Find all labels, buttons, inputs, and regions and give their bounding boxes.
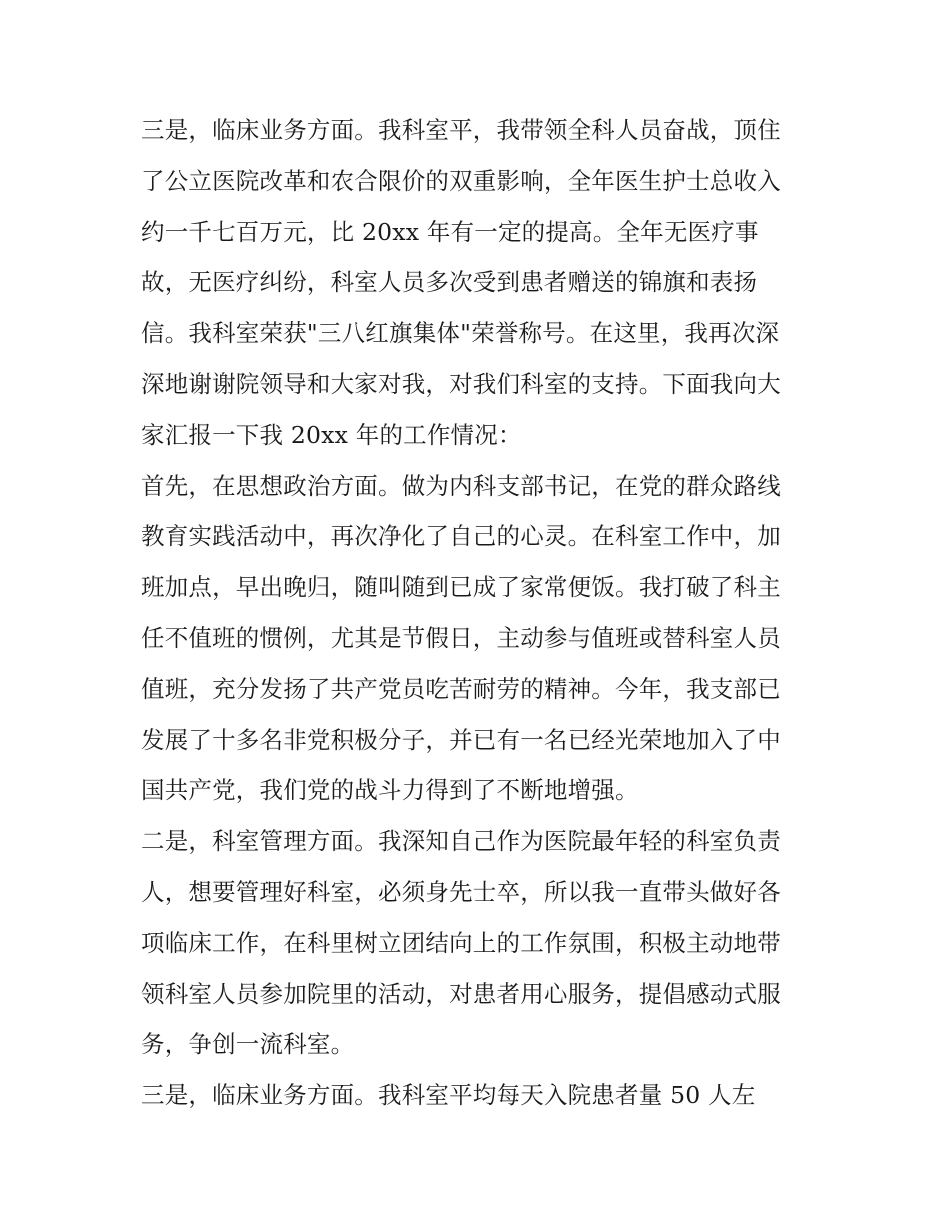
text-line: 三是，临床业务方面。我科室平均每天入院患者量 50 人左 (141, 1081, 756, 1109)
text-line: 领科室人员参加院里的活动，对患者用心服务，提倡感动式服 (141, 980, 781, 1008)
text-line: 家汇报一下我 20xx 年的工作情况： (141, 421, 522, 449)
text-line: 首先，在思想政治方面。做为内科支部书记，在党的群众路线 (141, 472, 781, 500)
text-line: 发展了十多名非党积极分子，并已有一名已经光荣地加入了中 (141, 726, 781, 754)
text-line: 人，想要管理好科室，必须身先士卒，所以我一直带头做好各 (141, 878, 781, 906)
text-line: 项临床工作，在科里树立团结向上的工作氛围，积极主动地带 (141, 929, 781, 957)
text-line: 二是，科室管理方面。我深知自己作为医院最年轻的科室负责 (141, 827, 781, 855)
text-line: 深地谢谢院领导和大家对我，对我们科室的支持。下面我向大 (141, 370, 781, 398)
text-line: 三是，临床业务方面。我科室平，我带领全科人员奋战，顶住 (141, 116, 781, 144)
text-line: 故，无医疗纠纷，科室人员多次受到患者赠送的锦旗和表扬 (141, 268, 758, 296)
text-line: 务，争创一流科室。 (141, 1030, 355, 1058)
text-line: 班加点，早出晚归，随叫随到已成了家常便饭。我打破了科主 (141, 573, 781, 601)
text-line: 任不值班的惯例，尤其是节假日，主动参与值班或替科室人员 (141, 624, 781, 652)
text-line: 信。我科室荣获"三八红旗集体"荣誉称号。在这里，我再次深 (141, 319, 780, 347)
text-line: 值班，充分发扬了共产党员吃苦耐劳的精神。今年，我支部已 (141, 675, 781, 703)
text-line: 教育实践活动中，再次净化了自己的心灵。在科室工作中，加 (141, 522, 781, 550)
text-line: 了公立医院改革和农合限价的双重影响，全年医生护士总收入 (141, 167, 781, 195)
text-line: 国共产党，我们党的战斗力得到了不断地增强。 (141, 776, 639, 804)
text-line: 约一千七百万元，比 20xx 年有一定的提高。全年无医疗事 (141, 218, 759, 246)
